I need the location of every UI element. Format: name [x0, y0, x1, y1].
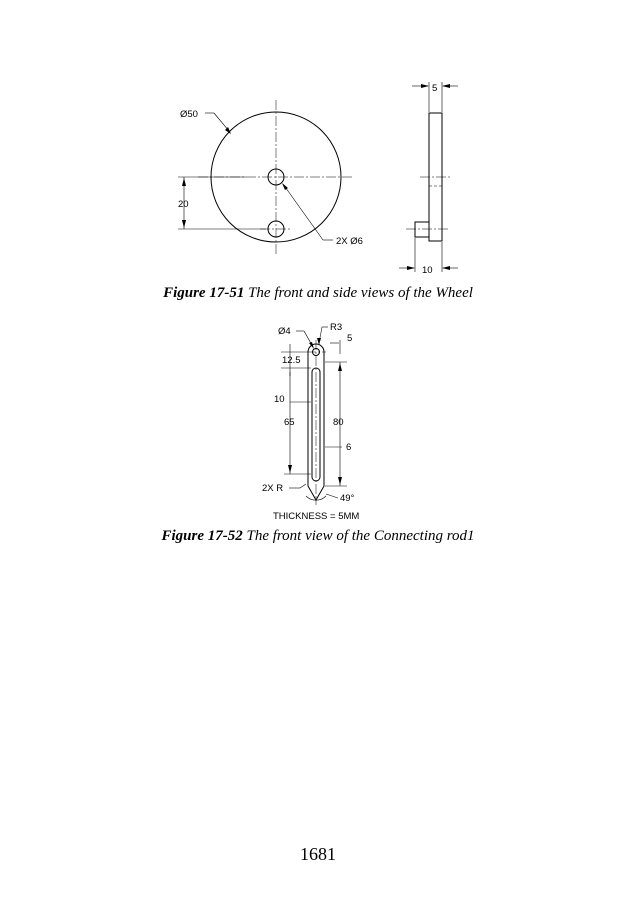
dim65-arrow: [288, 465, 292, 473]
figure-17-51-text: The front and side views of the Wheel: [248, 285, 473, 301]
figure-17-52-caption: [0, 528, 636, 545]
corner-radius-leader-b: [300, 484, 306, 488]
figure-17-51-number: Figure 17-51: [163, 285, 245, 301]
dim20-arrow-top: [182, 178, 186, 186]
overall-length-label: 80: [333, 417, 344, 428]
angle-label: 49°: [340, 493, 355, 504]
rod-hole-arrow: [309, 342, 314, 349]
slot-length-label: 65: [284, 417, 295, 428]
wheel-side-hub: [415, 222, 429, 237]
page-number: 1681: [300, 844, 336, 864]
dim80-arrow-bottom: [338, 477, 342, 485]
dim5-arrow-right: [442, 84, 450, 88]
figure-17-51-caption: [0, 285, 636, 302]
dim10-arrow-right: [442, 266, 450, 270]
wheel-diameter-label: Ø50: [180, 109, 198, 120]
angle-leader: [326, 494, 338, 498]
side-thickness-label: 5: [432, 83, 438, 94]
tip-radius-label: R3: [330, 322, 343, 333]
thickness-note: THICKNESS = 5MM: [273, 511, 360, 522]
hole-offset-label: 20: [178, 199, 189, 210]
corner-radius-label: 2X R: [262, 483, 284, 494]
dim20-arrow-bottom: [182, 220, 186, 228]
dim10-arrow-left: [407, 266, 415, 270]
rod-hole-dia-label: Ø4: [278, 326, 291, 337]
hole-offset-label-rod: 12.5: [282, 355, 301, 366]
dim5-arrow-left: [421, 84, 429, 88]
side-overall-label: 10: [422, 265, 433, 276]
rod-width-6-label: 6: [346, 442, 352, 453]
holes-label: 2X Ø6: [336, 236, 363, 247]
rod-width-label: 5: [347, 333, 353, 344]
figure-17-52-number: Figure 17-52: [161, 528, 243, 544]
holes-arrow: [282, 183, 288, 190]
figure-17-52-text: The front view of the Connecting rod1: [246, 528, 475, 544]
holes-leader: [283, 184, 323, 240]
slot-width-label: 10: [274, 394, 285, 405]
dim80-arrow-top: [338, 363, 342, 371]
